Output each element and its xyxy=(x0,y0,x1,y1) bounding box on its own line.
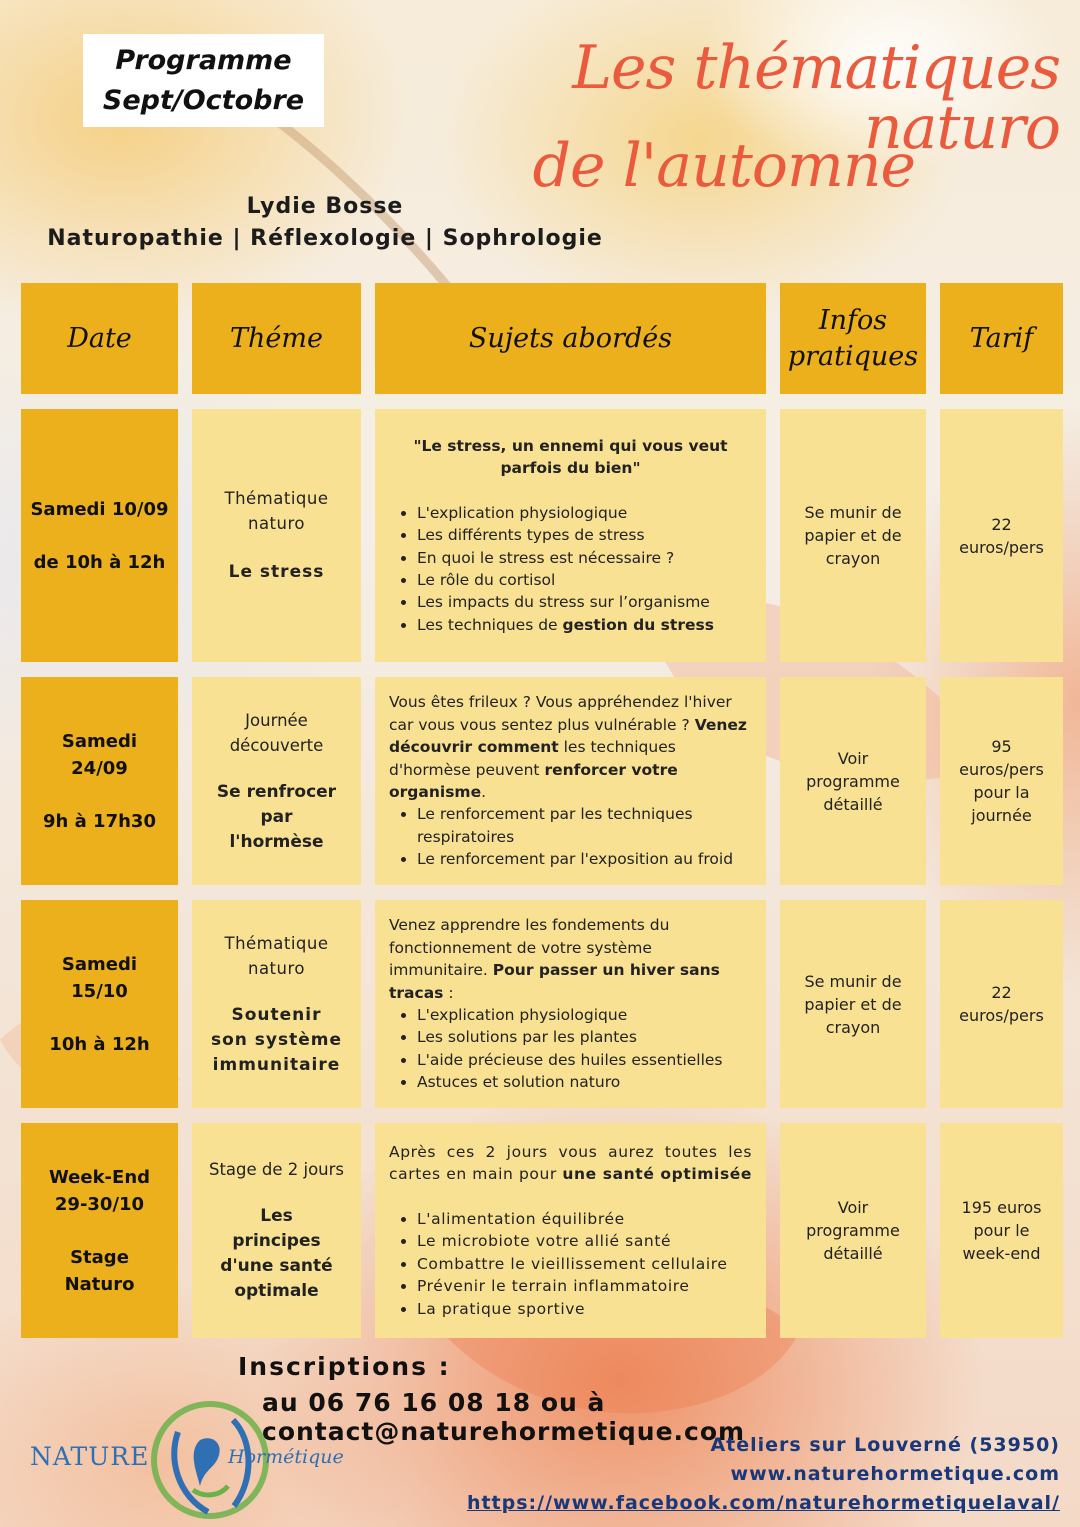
location-text: Ateliers sur Louverné (53950) xyxy=(710,1434,1060,1456)
intro-text: Venez apprendre les fondements du fonctionnement de votre système immunitaire. xyxy=(389,916,670,980)
list-item: • L'aide précieuse des huiles essentielles xyxy=(417,1049,752,1071)
theme-name: Soutenir son système immunitaire xyxy=(210,1004,343,1075)
intro-text: . xyxy=(481,783,487,801)
list-item: • Le renforcement par les techniques respiratoires xyxy=(417,803,752,848)
author-name: Lydie Bosse xyxy=(246,194,404,219)
table-row-2-subjects xyxy=(375,677,766,885)
date-number: 15/10 xyxy=(71,980,128,1002)
theme-type: Thématique naturo xyxy=(224,933,329,978)
table-row-2-theme xyxy=(192,677,361,885)
date-time: 10h à 12h xyxy=(49,1033,150,1055)
table-row-4-tarif: 195 euros pour le week-end xyxy=(940,1123,1063,1338)
theme-name: Se renfrocer par l'hormèse xyxy=(216,781,337,852)
table-row-1-date xyxy=(21,409,178,662)
intro-bold-text: Pour passer un hiver sans tracas xyxy=(389,961,720,1002)
bullet-text: Les techniques de xyxy=(417,615,558,634)
intro-bold-text: Venez découvrir comment xyxy=(389,715,747,757)
table-row-2-tarif: 95 euros/pers pour la journée xyxy=(940,677,1063,885)
column-header-infos: Infos pratiques xyxy=(780,283,926,394)
subject-intro xyxy=(389,1141,752,1186)
intro-text: Après ces 2 jours vous aurez toutes les cartes en main pour xyxy=(389,1143,752,1184)
author-disciplines: Naturopathie | Réflexologie | Sophrologie xyxy=(47,226,603,251)
theme-type: Stage de 2 jours xyxy=(208,1160,345,1179)
programme-badge xyxy=(83,34,324,127)
list-item: • La pratique sportive xyxy=(417,1298,752,1320)
date-day: Samedi 10/09 xyxy=(30,498,169,520)
list-item: • Les solutions par les plantes xyxy=(417,1026,752,1048)
logo-word: NATURE xyxy=(30,1442,150,1471)
date-day: Samedi xyxy=(61,730,138,752)
date-time: 9h à 17h30 xyxy=(43,810,156,832)
programme-line-1: Programme xyxy=(115,44,292,76)
list-item: • L'explication physiologique xyxy=(417,502,752,524)
theme-name: Les principes d'une santé optimale xyxy=(220,1206,333,1301)
subject-title: "Le stress, un ennemi qui vous veut parfois du bien" xyxy=(413,436,728,478)
date-time: de 10h à 12h xyxy=(33,551,166,573)
programme-line-2: Sept/Octobre xyxy=(102,84,305,116)
list-item: • Prévenir le terrain inflammatoire xyxy=(417,1275,752,1297)
list-item xyxy=(417,614,752,636)
bullet-bold-text: gestion du stress xyxy=(562,615,714,634)
intro-text: : xyxy=(448,983,454,1002)
list-item: • Le microbiote votre allié santé xyxy=(417,1230,752,1252)
page-title-line-2: de l'automne xyxy=(532,131,915,201)
column-header-tarif: Tarif xyxy=(940,283,1063,394)
list-item: • Les impacts du stress sur l’organisme xyxy=(417,591,752,613)
intro-bold-text: renforcer votre organisme xyxy=(389,760,678,801)
list-item: • Combattre le vieillissement cellulaire xyxy=(417,1253,752,1275)
theme-type: Journée découverte xyxy=(229,710,324,755)
inscriptions-label: Inscriptions : xyxy=(238,1352,451,1381)
table-row-4-infos: Voir programme détaillé xyxy=(780,1123,926,1338)
table-row-3-infos: Se munir de papier et de crayon xyxy=(780,900,926,1108)
date-number: 24/09 xyxy=(71,757,128,779)
list-item: • Le renforcement par l'exposition au froid xyxy=(417,848,752,870)
subject-intro xyxy=(389,691,752,803)
event-type: Naturo xyxy=(64,1273,135,1295)
list-item: • Les différents types de stress xyxy=(417,524,752,546)
list-item: • Le rôle du cortisol xyxy=(417,569,752,591)
table-row-1-theme xyxy=(192,409,361,662)
column-header-subjects: Sujets abordés xyxy=(375,283,766,394)
page-title-line-1: Les thématiques naturo xyxy=(572,33,1060,163)
date-number: 29-30/10 xyxy=(54,1193,145,1215)
theme-type: Thématique naturo xyxy=(224,489,329,533)
list-item: • L'explication physiologique xyxy=(417,1004,752,1026)
inscriptions-contact: au 06 76 16 08 18 ou à contact@naturehormetique.com xyxy=(262,1388,746,1446)
table-row-3-theme xyxy=(192,900,361,1108)
table-row-3-subjects xyxy=(375,900,766,1108)
list-item: • Astuces et solution naturo xyxy=(417,1071,752,1093)
date-day: Week-End xyxy=(48,1166,151,1188)
list-item: • L'alimentation équilibrée xyxy=(417,1208,752,1230)
table-row-3-tarif: 22 euros/pers xyxy=(940,900,1063,1108)
website-link[interactable]: www.naturehormetique.com xyxy=(730,1463,1060,1485)
table-row-1-subjects xyxy=(375,409,766,662)
intro-bold-text: une santé optimisée xyxy=(562,1165,753,1184)
table-row-4-subjects xyxy=(375,1123,766,1338)
table-row-2-infos: Voir programme détaillé xyxy=(780,677,926,885)
list-item: • En quoi le stress est nécessaire ? xyxy=(417,547,752,569)
event-type: Stage xyxy=(70,1246,129,1268)
table-row-1-tarif: 22 euros/pers xyxy=(940,409,1063,662)
date-day: Samedi xyxy=(61,953,138,975)
facebook-link[interactable]: https://www.facebook.com/naturehormetiquelaval/ xyxy=(466,1492,1060,1514)
column-header-theme: Théme xyxy=(192,283,361,394)
table-row-4-theme xyxy=(192,1123,361,1338)
intro-text: les techniques d'hormèse peuvent xyxy=(389,738,676,779)
table-row-4-date xyxy=(21,1123,178,1338)
nature-hormetique-logo xyxy=(28,1400,344,1520)
subject-intro xyxy=(389,914,752,1004)
theme-name: Le stress xyxy=(228,562,325,582)
table-row-3-date xyxy=(21,900,178,1108)
intro-text: Vous êtes frileux ? Vous appréhendez l'hiver car vous vous sentez plus vulnérable ? xyxy=(389,693,732,734)
table-row-1-infos: Se munir de papier et de crayon xyxy=(780,409,926,662)
table-row-2-date xyxy=(21,677,178,885)
column-header-date: Date xyxy=(21,283,178,394)
logo-subtitle: Hormétique xyxy=(228,1446,344,1468)
